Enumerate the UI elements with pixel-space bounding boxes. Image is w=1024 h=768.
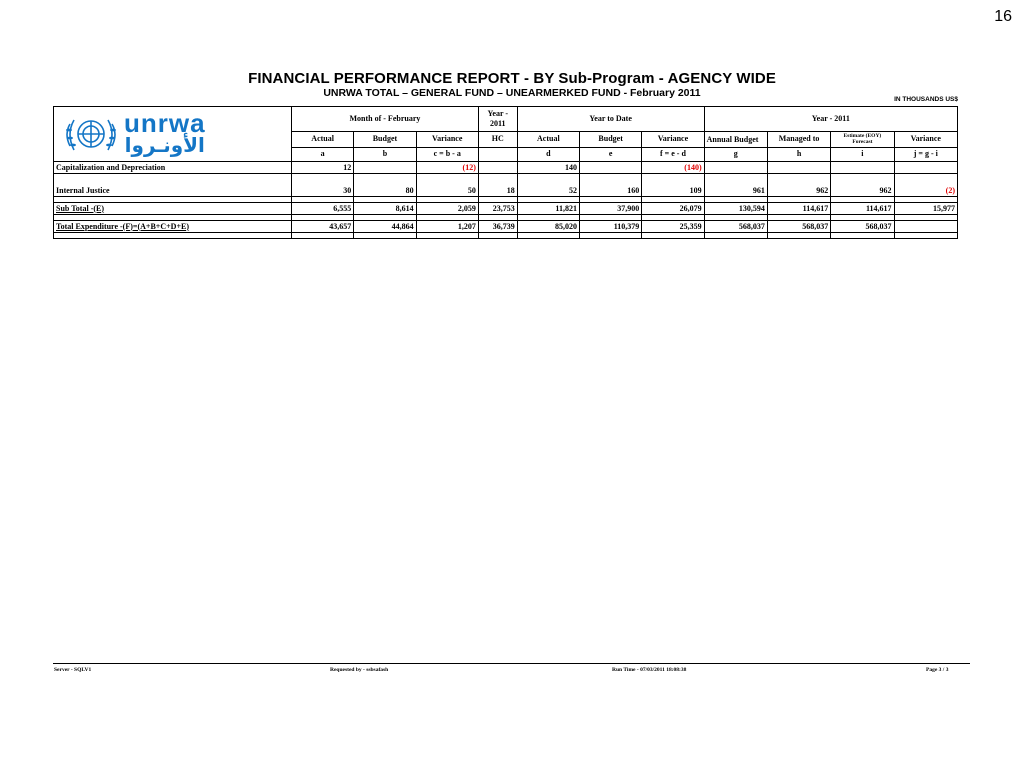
value-cell: 130,594 [704,203,767,215]
footer-divider [53,663,970,664]
spacer-cell [291,233,353,239]
value-cell: 80 [354,174,416,197]
logo-text-en: unrwa [124,108,206,138]
row-label: Sub Total -(E) [54,203,292,215]
col-header: Annual Budget [704,132,767,148]
value-cell: 140 [517,162,579,174]
value-cell: 25,359 [642,221,704,233]
value-cell: 37,900 [579,203,641,215]
group-year-hc: Year - 2011 [478,107,517,132]
col-letter: f = e - d [642,147,704,161]
spacer-cell [831,233,894,239]
row-label: Internal Justice [54,174,292,197]
value-cell: 52 [517,174,579,197]
un-emblem-icon [60,110,122,158]
value-cell [831,162,894,174]
value-cell: (140) [642,162,704,174]
row-label: Capitalization and Depreciation [54,162,292,174]
logo-cell [54,107,292,162]
report-subtitle: UNRWA TOTAL – GENERAL FUND – UNEARMERKED FUND - February 2011 [323,87,701,99]
col-header: Budget [354,132,416,148]
value-cell: 109 [642,174,704,197]
value-cell: 160 [579,174,641,197]
value-cell: 8,614 [354,203,416,215]
value-cell: 1,207 [416,221,478,233]
value-cell: 43,657 [291,221,353,233]
col-letter: i [831,147,894,161]
col-letter: b [354,147,416,161]
header-group-row [54,107,958,132]
value-cell: 962 [767,174,830,197]
value-cell: 11,821 [517,203,579,215]
value-cell [767,162,830,174]
value-cell [354,162,416,174]
value-cell: 44,864 [354,221,416,233]
group-month: Month of - February [291,107,478,132]
spacer-cell [579,233,641,239]
value-cell: 114,617 [767,203,830,215]
value-cell [894,162,957,174]
spacer-cell [416,233,478,239]
spacer-cell [642,233,704,239]
col-header: HC [478,132,517,148]
col-header: Managed to [767,132,830,148]
spacer-cell [704,233,767,239]
value-cell: 114,617 [831,203,894,215]
col-letter: j = g - i [894,147,957,161]
footer-server: Server - SQLV1 [54,667,92,673]
col-letter: d [517,147,579,161]
spacer-cell [478,233,517,239]
table-row [54,174,958,197]
value-cell: 962 [831,174,894,197]
col-header: Actual [291,132,353,148]
col-header: Actual [517,132,579,148]
value-cell: 2,059 [416,203,478,215]
unrwa-logo [56,107,289,161]
logo-text-ar: الأونـروا [124,133,205,157]
spacer-cell [354,233,416,239]
col-letter: e [579,147,641,161]
value-cell: 12 [291,162,353,174]
value-cell: 36,739 [478,221,517,233]
spacer-cell [54,233,292,239]
value-cell: 30 [291,174,353,197]
value-cell: 15,977 [894,203,957,215]
value-cell: 568,037 [831,221,894,233]
col-header: Budget [579,132,641,148]
value-cell [704,162,767,174]
value-cell: 18 [478,174,517,197]
footer-page: Page 3 / 3 [926,667,949,673]
report-title: FINANCIAL PERFORMANCE REPORT - BY Sub-Program - AGENCY WIDE [248,70,776,87]
col-letter: g [704,147,767,161]
table-row [54,203,958,215]
table-row [54,162,958,174]
value-cell: 85,020 [517,221,579,233]
table-row [54,221,958,233]
group-year: Year - 2011 [704,107,957,132]
col-letter [478,147,517,161]
value-cell [579,162,641,174]
page-number: 16 [994,8,1012,25]
value-cell: 568,037 [704,221,767,233]
value-cell [478,162,517,174]
value-cell: 6,555 [291,203,353,215]
col-header: Variance [894,132,957,148]
value-cell: 568,037 [767,221,830,233]
group-ytd: Year to Date [517,107,704,132]
value-cell: 961 [704,174,767,197]
col-letter: a [291,147,353,161]
value-cell: (2) [894,174,957,197]
row-label: Total Expenditure -(F)=(A+B+C+D+E) [54,221,292,233]
col-letter: h [767,147,830,161]
spacer-cell [894,233,957,239]
footer-runtime: Run Time - 07/03/2011 18:08:38 [612,667,687,673]
units-label: IN THOUSANDS US$ [894,96,958,103]
spacer-cell [517,233,579,239]
col-header: Variance [642,132,704,148]
spacer-cell [767,233,830,239]
value-cell: 110,379 [579,221,641,233]
col-header: Estimate (EOY) Forecast [831,132,894,148]
financial-table [53,106,958,239]
value-cell: (12) [416,162,478,174]
col-header: Variance [416,132,478,148]
value-cell [894,221,957,233]
value-cell: 23,753 [478,203,517,215]
value-cell: 26,079 [642,203,704,215]
spacer-row [54,233,958,239]
footer-requested: Requested by - ssbsafash [330,667,389,673]
col-letter: c = b - a [416,147,478,161]
value-cell: 50 [416,174,478,197]
